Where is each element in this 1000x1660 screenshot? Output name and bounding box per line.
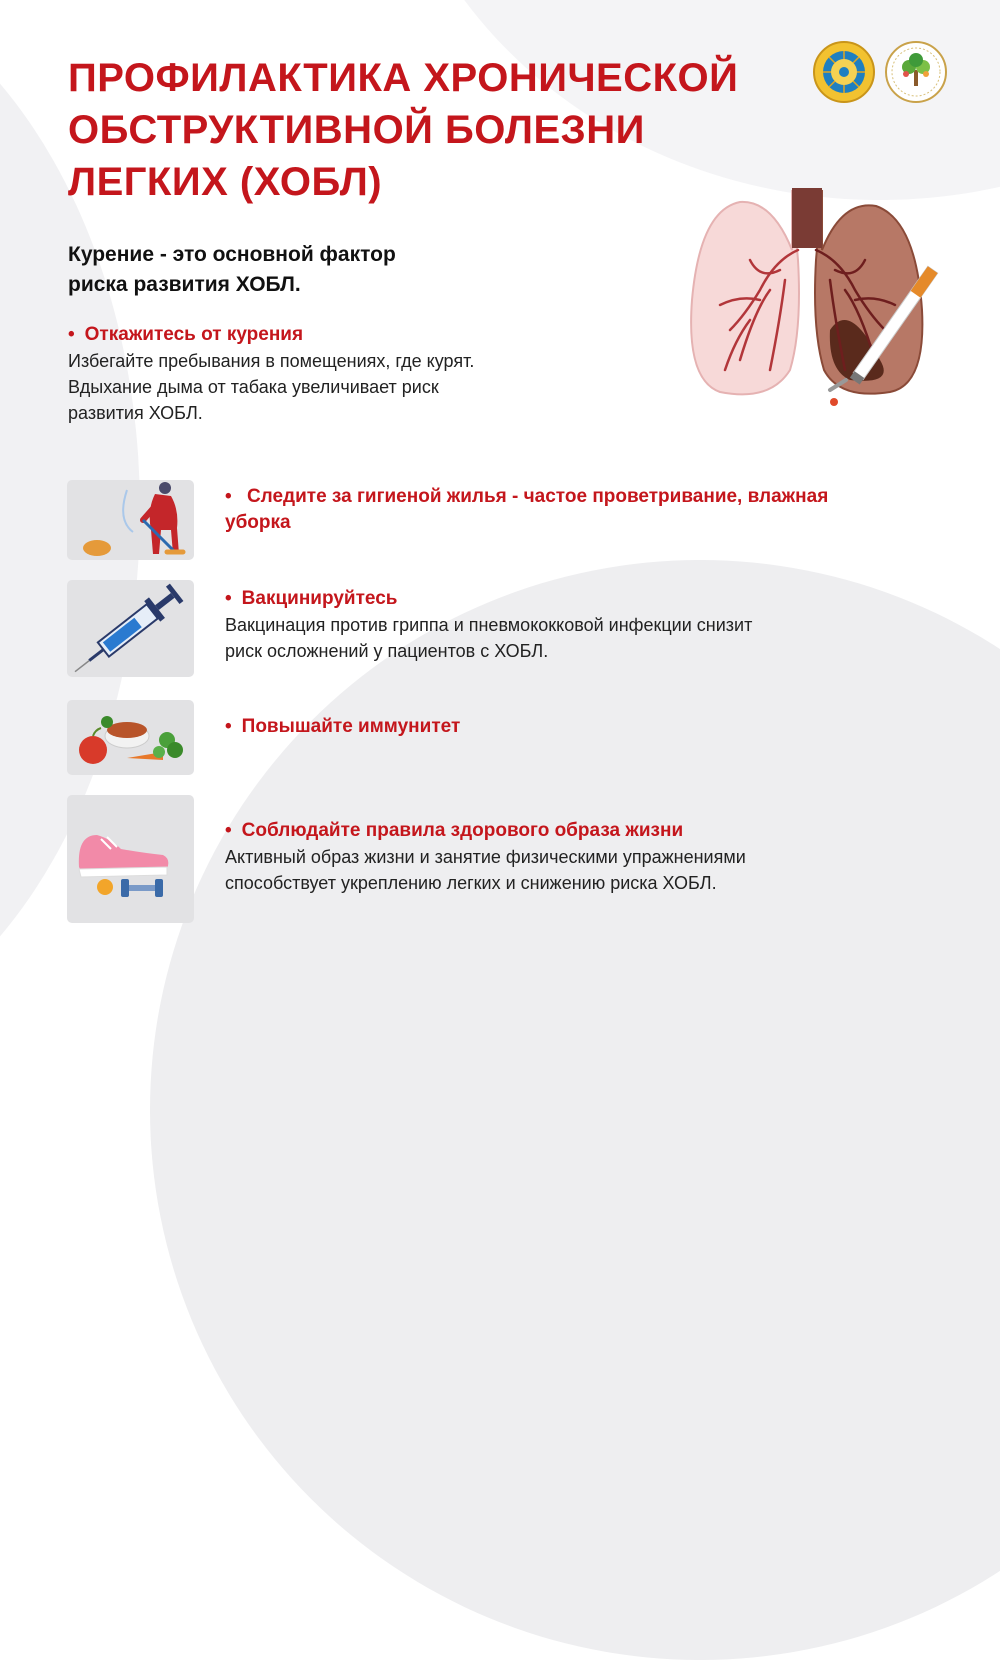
page-title — [68, 52, 738, 208]
healthy-lifestyle-heading: • Соблюдайте правила здорового образа жизни — [225, 818, 905, 844]
quit-smoking-heading: • Откажитесь от курения — [68, 322, 588, 348]
title-line: ПРОФИЛАКТИКА ХРОНИЧЕСКОЙ — [68, 56, 739, 100]
lungs-illustration — [680, 180, 950, 410]
quit-smoking-block — [68, 322, 588, 426]
vaccine-heading: • Вакцинируйтесь — [225, 586, 905, 612]
vaccine-line: риск осложнений у пациентов с ХОБЛ. — [225, 641, 549, 661]
healthy-lifestyle-line: способствует укреплению легких и снижению риска ХОБЛ. — [225, 873, 717, 893]
hygiene-heading — [225, 484, 905, 536]
hygiene-heading-line: уборка — [225, 512, 291, 533]
sneaker-dumbbell-icon — [67, 795, 194, 923]
health-tree-logo-icon — [884, 40, 948, 104]
syringe-icon — [67, 580, 194, 677]
quit-smoking-line: Избегайте пребывания в помещениях, где курят. — [68, 351, 475, 371]
healthy-food-icon — [67, 700, 194, 775]
healthy-lifestyle-text — [225, 844, 905, 896]
logos — [812, 40, 952, 104]
title-line: ОБСТРУКТИВНОЙ БОЛЕЗНИ — [68, 108, 645, 152]
immunity-item — [225, 714, 905, 740]
lead-line: риска развития ХОБЛ. — [68, 273, 301, 296]
vacuum-cleaning-icon — [67, 480, 194, 560]
quit-smoking-text — [68, 348, 588, 426]
quit-smoking-line: развития ХОБЛ. — [68, 403, 203, 423]
lead-statement — [68, 240, 488, 300]
vaccine-item — [225, 586, 905, 664]
vaccine-line: Вакцинация против гриппа и пневмококковой инфекции снизит — [225, 615, 753, 635]
hygiene-heading-line: Следите за гигиеной жилья - частое проветривание, влажная — [246, 486, 829, 507]
kazakhstan-emblem-icon — [812, 40, 876, 104]
vaccine-text — [225, 612, 905, 664]
lead-line: Курение - это основной фактор — [68, 243, 396, 266]
hygiene-item — [225, 484, 905, 536]
immunity-heading: • Повышайте иммунитет — [225, 714, 905, 740]
healthy-lifestyle-item — [225, 818, 905, 896]
healthy-lifestyle-line: Активный образ жизни и занятие физическими упражнениями — [225, 847, 746, 867]
title-line: ЛЕГКИХ (ХОБЛ) — [68, 160, 383, 204]
quit-smoking-line: Вдыхание дыма от табака увеличивает риск — [68, 377, 439, 397]
